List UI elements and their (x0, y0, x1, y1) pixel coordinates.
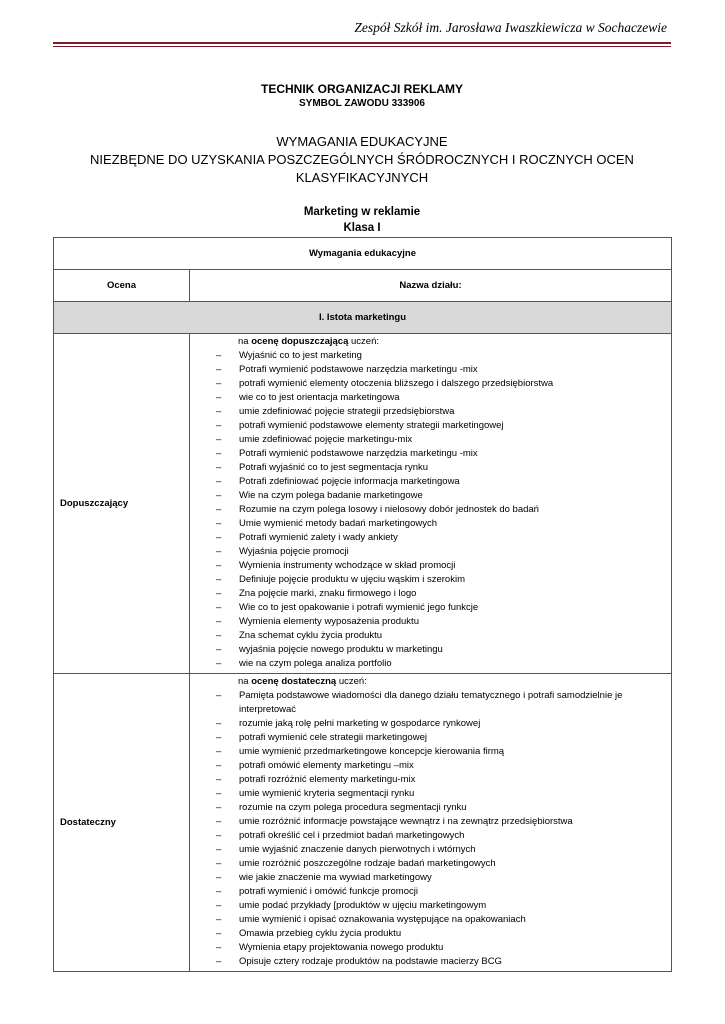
list-item: – Potrafi wymienić zalety i wady ankiety (190, 531, 671, 545)
class-title: Klasa I (343, 222, 381, 234)
list-item: – umie zdefiniować pojęcie marketingu-mix (190, 433, 671, 447)
requirements-list (190, 349, 671, 671)
grade-name: Dopuszczający (54, 334, 190, 674)
list-item: – Umie wymienić metody badań marketingowych (190, 517, 671, 531)
list-item: – Wymienia instrumenty wchodzące w skład promocji (190, 559, 671, 573)
list-item: – umie wymienić kryteria segmentacji rynku (190, 787, 671, 801)
list-item: – Wymienia elementy wyposażenia produktu (190, 615, 671, 629)
list-item: – Potrafi zdefiniować pojęcie informacja marketingowa (190, 475, 671, 489)
list-item: – Zna schemat cyklu życia produktu (190, 629, 671, 643)
list-item: – umie zdefiniować pojęcie strategii przedsiębiorstwa (190, 405, 671, 419)
list-item: – Wyjaśnić co to jest marketing (190, 349, 671, 363)
list-item: – potrafi omówić elementy marketingu –mix (190, 759, 671, 773)
list-item: – rozumie jaką rolę pełni marketing w gospodarce rynkowej (190, 717, 671, 731)
list-item: – potrafi określić cel i przedmiot badań marketingowych (190, 829, 671, 843)
requirements-table (53, 237, 672, 972)
column-grade-header: Ocena (54, 270, 190, 302)
list-item: – Zna pojęcie marki, znaku firmowego i logo (190, 587, 671, 601)
list-item: – Wyjaśnia pojęcie promocji (190, 545, 671, 559)
list-item: – potrafi wymienić cele strategii marketingowej (190, 731, 671, 745)
list-item: – umie wyjaśnić znaczenie danych pierwotnych i wtórnych (190, 843, 671, 857)
grade-requirements (190, 674, 672, 972)
requirements-title-line3: KLASYFIKACYJNYCH (295, 170, 429, 185)
profession-symbol: SYMBOL ZAWODU 333906 (299, 98, 425, 109)
list-item: – potrafi rozróżnić elementy marketingu-mix (190, 773, 671, 787)
list-item: – wie na czym polega analiza portfolio (190, 657, 671, 671)
header-rule-thin (53, 46, 671, 47)
list-item: – Rozumie na czym polega losowy i nielosowy dobór jednostek do badań (190, 503, 671, 517)
list-item: – umie wymienić przedmarketingowe koncepcje kierowania firmą (190, 745, 671, 759)
column-section-header: Nazwa działu: (190, 270, 672, 302)
requirements-title-line1: WYMAGANIA EDUKACYJNE (276, 134, 448, 149)
document-title: TECHNIK ORGANIZACJI REKLAMY (260, 82, 463, 96)
list-item: – Opisuje cztery rodzaje produktów na podstawie macierzy BCG (190, 955, 671, 969)
table-header: Wymagania edukacyjne (54, 238, 672, 270)
list-item: – umie podać przykłady [produktów w ujęciu marketingowym (190, 899, 671, 913)
list-item: – potrafi wymienić elementy otoczenia bliższego i dalszego przedsiębiorstwa (190, 377, 671, 391)
header-rule-thick (53, 42, 671, 44)
list-item: – potrafi wymienić i omówić funkcje promocji (190, 885, 671, 899)
subject-title: Marketing w reklamie (303, 206, 421, 218)
list-item: – Potrafi wyjaśnić co to jest segmentacja rynku (190, 461, 671, 475)
section-title: I. Istota marketingu (54, 302, 672, 334)
grade-intro: na ocenę dostateczną uczeń: (238, 676, 367, 687)
list-item: – wie jakie znaczenie ma wywiad marketingowy (190, 871, 671, 885)
list-item: – Potrafi wymienić podstawowe narzędzia marketingu -mix (190, 363, 671, 377)
list-item: – wie co to jest orientacja marketingowa (190, 391, 671, 405)
list-item: – umie rozróżnić informacje powstające wewnątrz i na zewnątrz przedsiębiorstwa (190, 815, 671, 829)
school-header: Zespół Szkół im. Jarosława Iwaszkiewicza w Sochaczewie (354, 20, 667, 35)
grade-row-dopuszczajacy (54, 334, 672, 674)
list-item: – Pamięta podstawowe wiadomości dla danego działu tematycznego i potrafi samodzielnie je interpretować (190, 689, 671, 717)
list-item: – Wymienia etapy projektowania nowego produktu (190, 941, 671, 955)
list-item: – rozumie na czym polega procedura segmentacji rynku (190, 801, 671, 815)
list-item: – Potrafi wymienić podstawowe narzędzia marketingu -mix (190, 447, 671, 461)
list-item: – Omawia przebieg cyklu życia produktu (190, 927, 671, 941)
grade-name: Dostateczny (54, 674, 190, 972)
list-item: – Definiuje pojęcie produktu w ujęciu wąskim i szerokim (190, 573, 671, 587)
requirements-list (190, 689, 671, 969)
list-item: – potrafi wymienić podstawowe elementy strategii marketingowej (190, 419, 671, 433)
list-item: – wyjaśnia pojęcie nowego produktu w marketingu (190, 643, 671, 657)
list-item: – Wie na czym polega badanie marketingowe (190, 489, 671, 503)
requirements-title-line2: NIEZBĘDNE DO UZYSKANIA POSZCZEGÓLNYCH ŚRÓDROCZNYCH I ROCZNYCH OCEN (90, 152, 634, 167)
list-item: – umie rozróżnić poszczególne rodzaje badań marketingowych (190, 857, 671, 871)
grade-requirements (190, 334, 672, 674)
grade-intro: na ocenę dopuszczającą uczeń: (238, 336, 380, 347)
grade-row-dostateczny (54, 674, 672, 972)
list-item: – umie wymienić i opisać oznakowania występujące na opakowaniach (190, 913, 671, 927)
list-item: – Wie co to jest opakowanie i potrafi wymienić jego funkcje (190, 601, 671, 615)
